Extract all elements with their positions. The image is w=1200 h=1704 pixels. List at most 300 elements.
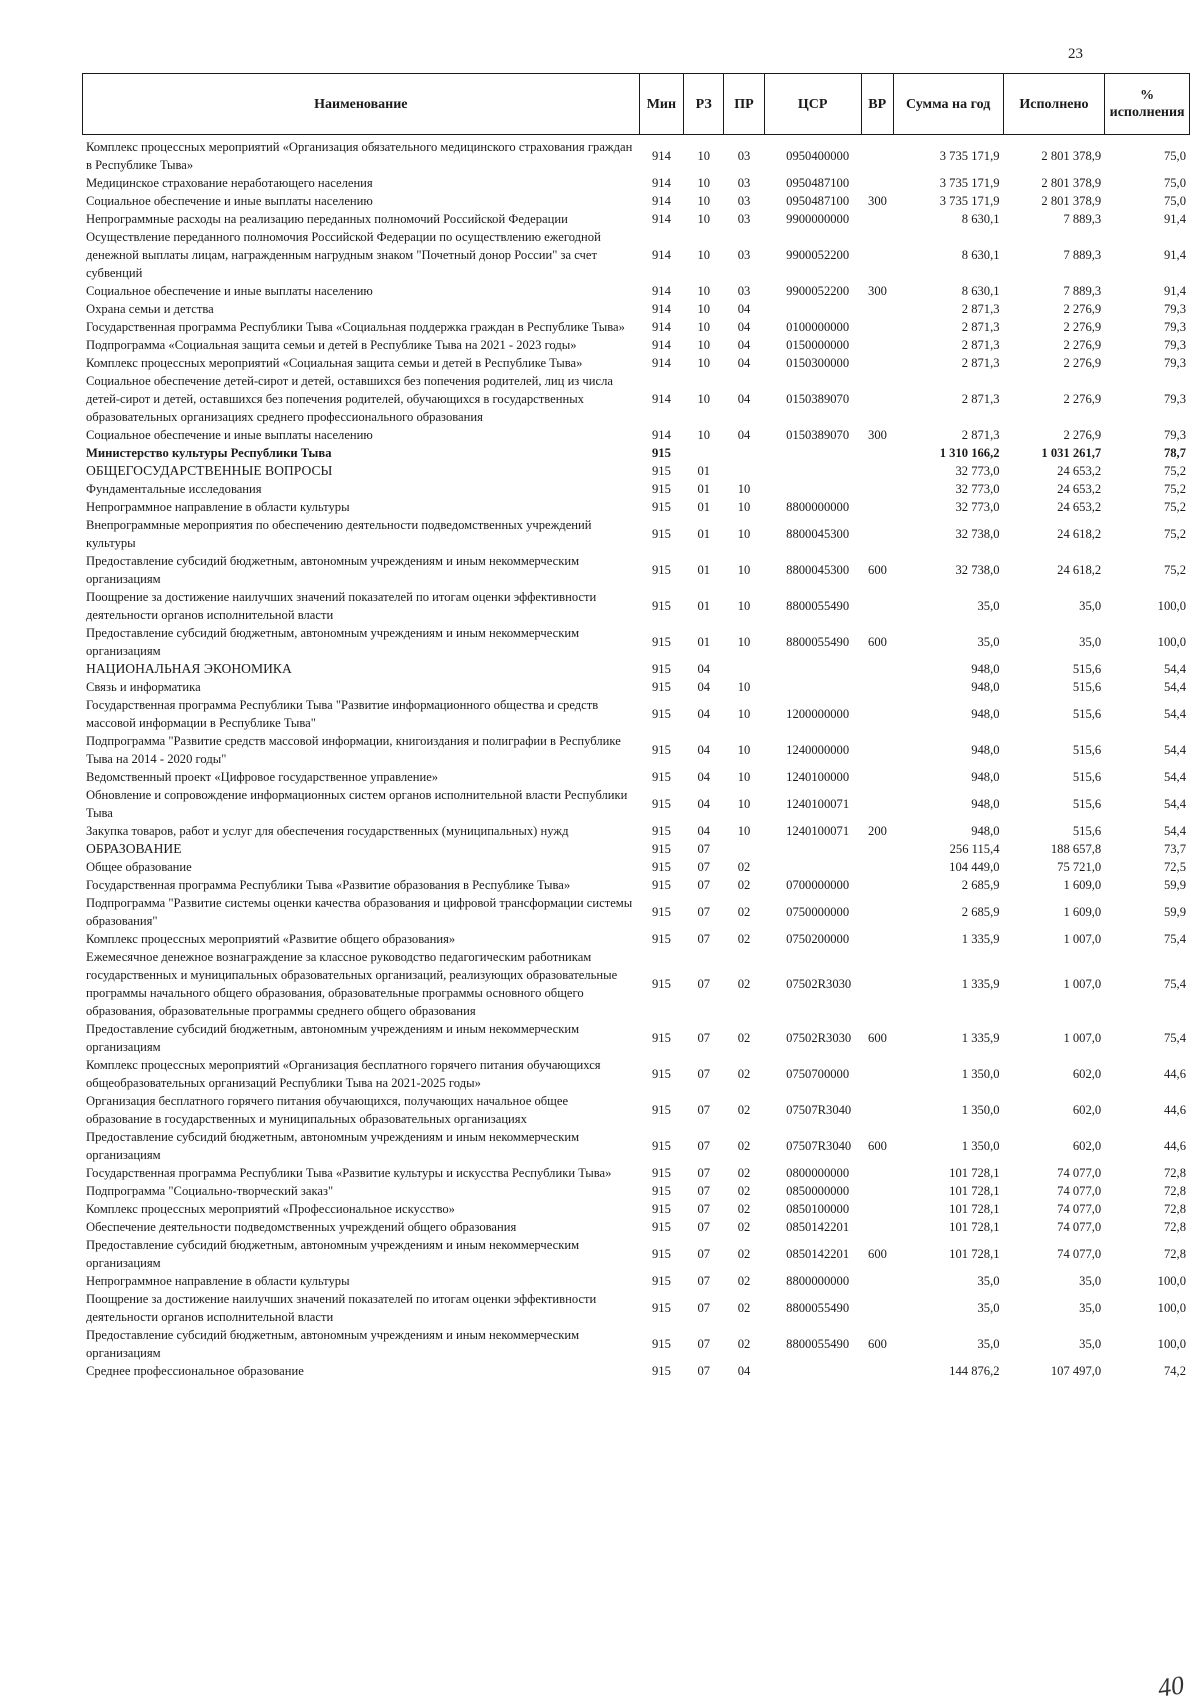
row-done: 35,0 — [1079, 1301, 1102, 1315]
row-vr — [862, 480, 894, 498]
row-name: Социальное обеспечение и иные выплаты населению — [86, 194, 373, 208]
row-pct: 74,2 — [1163, 1364, 1186, 1378]
row-pct: 100,0 — [1157, 1301, 1186, 1315]
row-vr — [862, 444, 894, 462]
row-sum: 35,0 — [977, 1301, 1000, 1315]
row-sum: 32 773,0 — [955, 464, 1000, 478]
row-rz: 10 — [697, 176, 711, 190]
header-pr: ПР — [724, 74, 764, 135]
row-done: 1 007,0 — [1063, 1031, 1102, 1045]
row-csr: 0850100000 — [786, 1202, 850, 1216]
row-pct: 54,4 — [1163, 824, 1186, 838]
row-pr: 10 — [737, 563, 751, 577]
row-pr: 04 — [737, 392, 751, 406]
row-rz: 10 — [697, 320, 711, 334]
row-sum: 948,0 — [971, 824, 1000, 838]
row-rz: 07 — [697, 1067, 711, 1081]
row-done: 24 618,2 — [1057, 527, 1102, 541]
row-csr: 9900052200 — [786, 284, 850, 298]
row-csr — [764, 300, 861, 318]
row-rz: 07 — [697, 1337, 711, 1351]
table-row — [82, 696, 1190, 732]
row-vr — [862, 138, 894, 174]
row-name: Подпрограмма "Социально-творческий заказ" — [86, 1184, 334, 1198]
table-row — [82, 282, 1190, 300]
row-vr: 600 — [868, 1247, 887, 1261]
row-sum: 2 685,9 — [961, 905, 1000, 919]
table-row — [82, 678, 1190, 696]
row-min: 914 — [651, 338, 671, 352]
row-pct: 79,3 — [1163, 320, 1186, 334]
row-rz: 10 — [697, 302, 711, 316]
row-vr — [862, 318, 894, 336]
row-rz: 10 — [697, 392, 711, 406]
row-csr: 07507R3040 — [786, 1139, 852, 1153]
row-pct: 72,8 — [1163, 1184, 1186, 1198]
row-min: 915 — [651, 662, 671, 676]
row-csr: 0750200000 — [786, 932, 850, 946]
row-rz: 01 — [697, 482, 711, 496]
row-rz: 01 — [697, 527, 711, 541]
row-name: Социальное обеспечение детей-сирот и детей, оставшихся без попечения родителей, лиц из числа детей-сирот и детей, оставшихся без попечения родителей, обучающихся в государственных образовательных организациях среднего профессионального образования — [86, 374, 613, 424]
row-pr: 10 — [737, 599, 751, 613]
row-pct: 75,2 — [1163, 500, 1186, 514]
row-name: Обновление и сопровождение информационных систем органов исполнительной власти Республики Тыва — [86, 788, 628, 820]
table-header — [82, 73, 1190, 135]
row-min: 915 — [651, 743, 671, 757]
table-row — [82, 462, 1190, 480]
row-vr — [862, 768, 894, 786]
row-vr: 600 — [868, 1139, 887, 1153]
row-sum: 104 449,0 — [949, 860, 1000, 874]
row-min: 914 — [651, 212, 671, 226]
row-name: Непрограммное направление в области культуры — [86, 1274, 350, 1288]
row-vr — [862, 1092, 894, 1128]
row-sum: 1 335,9 — [961, 932, 1000, 946]
table-row — [82, 624, 1190, 660]
row-done: 2 276,9 — [1063, 338, 1102, 352]
row-pct: 72,8 — [1163, 1220, 1186, 1234]
row-vr — [862, 894, 894, 930]
row-rz: 07 — [697, 1139, 711, 1153]
row-min: 914 — [651, 194, 671, 208]
row-name: ОБРАЗОВАНИЕ — [86, 841, 182, 856]
row-pct: 54,4 — [1163, 707, 1186, 721]
row-done: 2 276,9 — [1063, 428, 1102, 442]
row-name: Поощрение за достижение наилучших значений показателей по итогам оценки эффективности деятельности органов исполнительной власти — [86, 1292, 597, 1324]
row-done: 24 618,2 — [1057, 563, 1102, 577]
header-name: Наименование — [83, 74, 640, 135]
row-min: 915 — [651, 635, 671, 649]
row-vr — [862, 858, 894, 876]
row-pr: 02 — [737, 1067, 751, 1081]
row-rz: 04 — [697, 770, 711, 784]
row-sum: 948,0 — [971, 770, 1000, 784]
row-sum: 32 773,0 — [955, 500, 1000, 514]
row-min: 915 — [651, 1067, 671, 1081]
row-vr: 600 — [868, 1031, 887, 1045]
row-pr: 03 — [737, 248, 751, 262]
header-vr: ВР — [861, 74, 893, 135]
row-done: 515,6 — [1072, 797, 1102, 811]
row-csr: 0750700000 — [786, 1067, 850, 1081]
row-sum: 948,0 — [971, 797, 1000, 811]
row-rz: 04 — [697, 662, 711, 676]
row-csr: 1200000000 — [786, 707, 850, 721]
row-pct: 54,4 — [1163, 770, 1186, 784]
row-pr: 10 — [737, 707, 751, 721]
row-sum: 948,0 — [971, 680, 1000, 694]
header-rz: РЗ — [684, 74, 724, 135]
row-csr: 0950487100 — [786, 176, 850, 190]
row-rz: 10 — [697, 428, 711, 442]
row-rz: 01 — [697, 464, 711, 478]
row-name: Министерство культуры Республики Тыва — [86, 446, 332, 460]
row-pct: 100,0 — [1157, 1337, 1186, 1351]
row-sum: 35,0 — [977, 1337, 1000, 1351]
row-name: Охрана семьи и детства — [86, 302, 214, 316]
table-row — [82, 732, 1190, 768]
row-rz: 10 — [697, 338, 711, 352]
row-pct: 72,5 — [1163, 860, 1186, 874]
row-rz: 10 — [697, 194, 711, 208]
row-pct: 75,2 — [1163, 482, 1186, 496]
row-min: 915 — [651, 446, 671, 460]
row-name: Социальное обеспечение и иные выплаты населению — [86, 428, 373, 442]
row-done: 515,6 — [1072, 707, 1102, 721]
row-done: 7 889,3 — [1063, 248, 1102, 262]
row-name: Поощрение за достижение наилучших значений показателей по итогам оценки эффективности деятельности органов исполнительной власти — [86, 590, 597, 622]
row-csr: 9900000000 — [786, 212, 850, 226]
row-vr — [862, 210, 894, 228]
row-vr — [862, 228, 894, 282]
row-done: 1 609,0 — [1063, 878, 1102, 892]
row-csr: 0850142201 — [786, 1220, 850, 1234]
row-min: 915 — [651, 770, 671, 784]
table-row — [82, 1272, 1190, 1290]
row-vr — [862, 354, 894, 372]
row-pct: 73,7 — [1163, 842, 1186, 856]
row-csr: 0950487100 — [786, 194, 850, 208]
row-name: Подпрограмма "Развитие средств массовой информации, книгоиздания и полиграфии в Республике Тыва на 2014 - 2020 годы" — [86, 734, 621, 766]
row-pct: 75,4 — [1163, 1031, 1186, 1045]
header-pct: % исполнения — [1105, 74, 1190, 135]
row-rz: 04 — [697, 680, 711, 694]
row-csr: 8800055490 — [786, 1337, 850, 1351]
row-sum: 1 350,0 — [961, 1103, 1000, 1117]
row-csr: 07502R3030 — [786, 977, 852, 991]
row-min: 914 — [651, 392, 671, 406]
row-sum: 8 630,1 — [961, 248, 1000, 262]
row-sum: 32 738,0 — [955, 527, 1000, 541]
row-vr — [862, 516, 894, 552]
row-pr: 02 — [737, 1202, 751, 1216]
row-rz: 01 — [697, 635, 711, 649]
table-row — [82, 552, 1190, 588]
row-vr — [862, 930, 894, 948]
row-done: 2 801 378,9 — [1041, 149, 1102, 163]
row-pr: 04 — [737, 356, 751, 370]
row-min: 915 — [651, 932, 671, 946]
row-sum: 32 773,0 — [955, 482, 1000, 496]
row-pr: 04 — [737, 338, 751, 352]
row-done: 515,6 — [1072, 824, 1102, 838]
row-vr — [862, 1182, 894, 1200]
row-pct: 59,9 — [1163, 878, 1186, 892]
row-vr — [862, 732, 894, 768]
row-min: 915 — [651, 1202, 671, 1216]
row-csr — [764, 840, 861, 858]
row-min: 915 — [651, 1184, 671, 1198]
row-pct: 75,2 — [1163, 527, 1186, 541]
table-row — [82, 1200, 1190, 1218]
row-vr — [862, 300, 894, 318]
row-name: Государственная программа Республики Тыва «Развитие образования в Республике Тыва» — [86, 878, 571, 892]
row-csr — [764, 678, 861, 696]
row-pr: 04 — [737, 320, 751, 334]
row-vr — [862, 876, 894, 894]
row-rz: 04 — [697, 707, 711, 721]
table-row — [82, 876, 1190, 894]
table-row — [82, 858, 1190, 876]
table-row — [82, 516, 1190, 552]
row-done: 1 007,0 — [1063, 932, 1102, 946]
row-csr: 8800055490 — [786, 599, 850, 613]
row-pct: 75,0 — [1163, 149, 1186, 163]
row-min: 915 — [651, 527, 671, 541]
row-vr: 600 — [868, 1337, 887, 1351]
row-name: Комплекс процессных мероприятий «Организация бесплатного горячего питания обучающихся общеобразовательных организаций Республики Тыва на 2021-2025 годы» — [86, 1058, 601, 1090]
row-pct: 59,9 — [1163, 905, 1186, 919]
table-row — [82, 948, 1190, 1020]
row-rz: 10 — [697, 248, 711, 262]
row-rz: 10 — [697, 212, 711, 226]
row-csr: 0850000000 — [786, 1184, 850, 1198]
row-done: 7 889,3 — [1063, 212, 1102, 226]
row-name: Ежемесячное денежное вознаграждение за классное руководство педагогическим работникам государственных и муниципальных образовательных организаций, реализующих образовательные программы начального общего образования, образовательные программы основного общего образования, образовательные программы среднего общего образования — [86, 950, 618, 1018]
row-pr: 02 — [737, 1184, 751, 1198]
table-row — [82, 1092, 1190, 1128]
row-sum: 1 350,0 — [961, 1067, 1000, 1081]
table-row — [82, 174, 1190, 192]
row-sum: 948,0 — [971, 662, 1000, 676]
row-sum: 948,0 — [971, 743, 1000, 757]
row-done: 515,6 — [1072, 680, 1102, 694]
table-row — [82, 426, 1190, 444]
row-rz: 07 — [697, 860, 711, 874]
row-vr: 600 — [868, 635, 887, 649]
row-pr: 10 — [737, 680, 751, 694]
row-name: Предоставление субсидий бюджетным, автономным учреждениям и иным некоммерческим организациям — [86, 626, 580, 658]
row-pr: 02 — [737, 1166, 751, 1180]
row-name: Государственная программа Республики Тыва «Развитие культуры и искусства Республики Тыва» — [86, 1166, 612, 1180]
row-csr — [764, 444, 861, 462]
table-row — [82, 300, 1190, 318]
row-rz: 04 — [697, 824, 711, 838]
row-pr: 02 — [737, 1301, 751, 1315]
row-pr: 02 — [737, 932, 751, 946]
row-pr: 02 — [737, 1274, 751, 1288]
row-done: 2 276,9 — [1063, 320, 1102, 334]
row-done: 74 077,0 — [1057, 1247, 1102, 1261]
row-done: 75 721,0 — [1057, 860, 1102, 874]
row-pr: 03 — [737, 212, 751, 226]
row-min: 914 — [651, 302, 671, 316]
row-done: 74 077,0 — [1057, 1220, 1102, 1234]
row-min: 915 — [651, 1301, 671, 1315]
row-name: Комплекс процессных мероприятий «Организация обязательного медицинского страхования граждан в Республике Тыва» — [86, 140, 633, 172]
row-pr: 10 — [737, 527, 751, 541]
row-sum: 1 335,9 — [961, 977, 1000, 991]
row-csr: 0800000000 — [786, 1166, 850, 1180]
row-name: Ведомственный проект «Цифровое государственное управление» — [86, 770, 439, 784]
row-sum: 1 310 166,2 — [939, 446, 1000, 460]
row-pct: 54,4 — [1163, 680, 1186, 694]
row-vr — [862, 1272, 894, 1290]
row-vr: 600 — [868, 563, 887, 577]
row-rz: 07 — [697, 842, 711, 856]
row-done: 2 801 378,9 — [1041, 176, 1102, 190]
row-done: 24 653,2 — [1057, 482, 1102, 496]
row-name: Комплекс процессных мероприятий «Социальная защита семьи и детей в Республике Тыва» — [86, 356, 583, 370]
row-done: 35,0 — [1079, 635, 1102, 649]
row-min: 915 — [651, 1274, 671, 1288]
row-min: 915 — [651, 707, 671, 721]
row-min: 915 — [651, 464, 671, 478]
row-pr: 02 — [737, 1247, 751, 1261]
row-done: 35,0 — [1079, 1274, 1102, 1288]
row-done: 602,0 — [1072, 1139, 1102, 1153]
row-pr: 02 — [737, 1103, 751, 1117]
row-done: 24 653,2 — [1057, 500, 1102, 514]
row-pr: 03 — [737, 194, 751, 208]
header-done: Исполнено — [1003, 74, 1105, 135]
row-csr: 0150389070 — [786, 392, 850, 406]
row-name: Предоставление субсидий бюджетным, автономным учреждениям и иным некоммерческим организациям — [86, 1238, 580, 1270]
row-sum: 35,0 — [977, 1274, 1000, 1288]
row-pr: 02 — [737, 1031, 751, 1045]
row-min: 914 — [651, 356, 671, 370]
row-sum: 2 871,3 — [961, 356, 1000, 370]
row-rz: 07 — [697, 932, 711, 946]
row-sum: 2 871,3 — [961, 338, 1000, 352]
row-name: Медицинское страхование неработающего населения — [86, 176, 373, 190]
row-name: Связь и информатика — [86, 680, 201, 694]
row-done: 515,6 — [1072, 743, 1102, 757]
row-pct: 100,0 — [1157, 1274, 1186, 1288]
row-csr: 8800045300 — [786, 563, 850, 577]
row-done: 602,0 — [1072, 1067, 1102, 1081]
row-min: 915 — [651, 1103, 671, 1117]
table-row — [82, 192, 1190, 210]
row-min: 915 — [651, 878, 671, 892]
row-pr — [724, 462, 764, 480]
row-rz: 04 — [697, 797, 711, 811]
row-pct: 79,3 — [1163, 392, 1186, 406]
table-row — [82, 498, 1190, 516]
row-name: Предоставление субсидий бюджетным, автономным учреждениям и иным некоммерческим организациям — [86, 1022, 580, 1054]
table-row — [82, 822, 1190, 840]
row-vr — [862, 588, 894, 624]
row-sum: 1 335,9 — [961, 1031, 1000, 1045]
row-rz: 07 — [697, 1103, 711, 1117]
table-row — [82, 210, 1190, 228]
row-pr: 02 — [737, 1220, 751, 1234]
row-csr: 0150000000 — [786, 338, 850, 352]
row-pr: 04 — [737, 302, 751, 316]
row-min: 915 — [651, 977, 671, 991]
row-min: 915 — [651, 1166, 671, 1180]
table-row — [82, 1290, 1190, 1326]
row-done: 7 889,3 — [1063, 284, 1102, 298]
row-done: 2 276,9 — [1063, 392, 1102, 406]
table-row — [82, 1164, 1190, 1182]
table-row — [82, 336, 1190, 354]
row-rz: 10 — [697, 284, 711, 298]
row-pct: 75,0 — [1163, 194, 1186, 208]
row-name: Подпрограмма «Социальная защита семьи и детей в Республике Тыва на 2021 - 2023 годы» — [86, 338, 577, 352]
row-pct: 91,4 — [1163, 248, 1186, 262]
row-pr — [724, 444, 764, 462]
row-min: 915 — [651, 1220, 671, 1234]
row-min: 914 — [651, 176, 671, 190]
row-rz: 10 — [697, 356, 711, 370]
row-name: Общее образование — [86, 860, 192, 874]
table-row — [82, 894, 1190, 930]
row-name: Фундаментальные исследования — [86, 482, 262, 496]
row-pct: 75,4 — [1163, 977, 1186, 991]
row-pr: 10 — [737, 770, 751, 784]
row-vr — [862, 840, 894, 858]
row-csr: 1240100071 — [786, 824, 850, 838]
row-pct: 75,2 — [1163, 563, 1186, 577]
row-pct: 79,3 — [1163, 302, 1186, 316]
header-csr: ЦСР — [764, 74, 861, 135]
row-vr: 200 — [868, 824, 887, 838]
table-row — [82, 660, 1190, 678]
row-name: Среднее профессиональное образование — [86, 1364, 304, 1378]
row-csr: 0150389070 — [786, 428, 850, 442]
row-done: 515,6 — [1072, 770, 1102, 784]
row-pr: 03 — [737, 284, 751, 298]
table-row — [82, 1362, 1190, 1380]
row-done: 1 609,0 — [1063, 905, 1102, 919]
row-name: Предоставление субсидий бюджетным, автономным учреждениям и иным некоммерческим организациям — [86, 1328, 580, 1360]
row-csr: 0700000000 — [786, 878, 850, 892]
row-vr — [862, 372, 894, 426]
row-sum: 2 871,3 — [961, 302, 1000, 316]
row-rz: 07 — [697, 878, 711, 892]
table-row — [82, 588, 1190, 624]
row-csr: 07507R3040 — [786, 1103, 852, 1117]
row-rz: 07 — [697, 1166, 711, 1180]
row-csr: 8800045300 — [786, 527, 850, 541]
row-pr: 04 — [737, 1364, 751, 1378]
row-csr: 8800055490 — [786, 635, 850, 649]
row-done: 188 657,8 — [1050, 842, 1102, 856]
row-csr: 0750000000 — [786, 905, 850, 919]
row-sum: 8 630,1 — [961, 212, 1000, 226]
table-row — [82, 372, 1190, 426]
row-min: 915 — [651, 860, 671, 874]
row-pct: 91,4 — [1163, 212, 1186, 226]
row-csr — [764, 858, 861, 876]
row-pr — [724, 840, 764, 858]
row-csr: 0850142201 — [786, 1247, 850, 1261]
row-min: 915 — [651, 1031, 671, 1045]
handwritten-page-mark: 40 — [1156, 1670, 1186, 1703]
row-name: Внепрограммные мероприятия по обеспечению деятельности подведомственных учреждений культуры — [86, 518, 592, 550]
